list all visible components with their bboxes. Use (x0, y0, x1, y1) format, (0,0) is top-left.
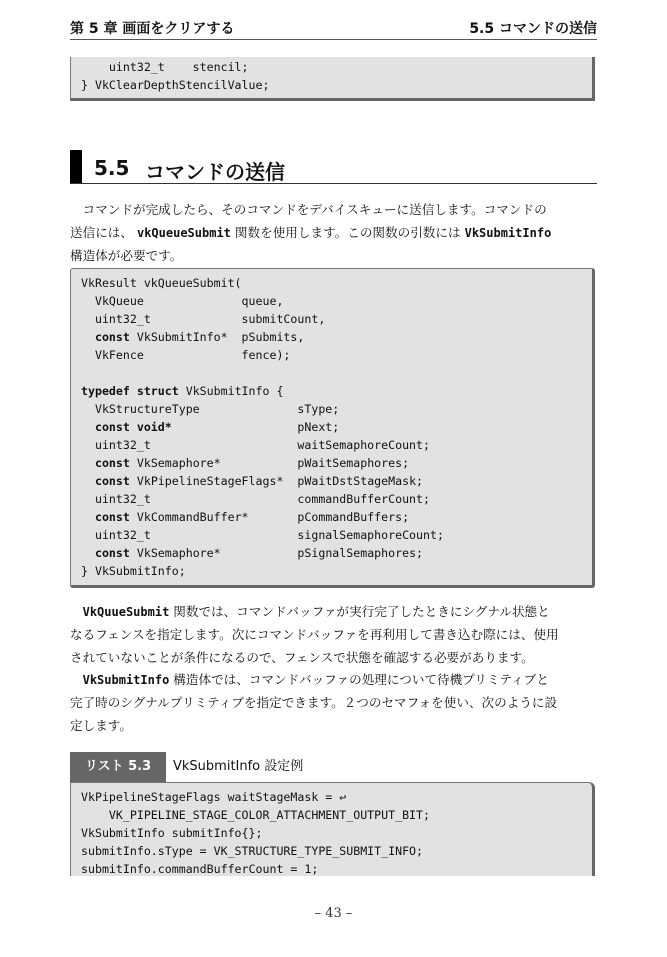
text-segment: なるフェンスを指定します。次にコマンドバッファを再利用して書き込む際には、使用 (70, 626, 559, 642)
text-segment (81, 510, 95, 524)
text-segment: VkSemaphore* pWaitSemaphores; (129, 456, 410, 470)
paragraph-intro (70, 199, 597, 267)
code-line (81, 824, 592, 842)
text-segment: VkCommandBuffer* pCommandBuffers; (129, 510, 410, 524)
code-line (81, 788, 592, 806)
text-line (70, 647, 597, 670)
text-segment: uint32_t signalSemaphoreCount; (81, 528, 444, 542)
text-segment: コマンドが完成したら、そのコマンドをデバイスキューに送信します。コマンドの (70, 202, 547, 217)
code-line (81, 310, 592, 328)
text-segment: VkSemaphore* pSignalSemaphores; (129, 546, 424, 560)
code-line (81, 806, 592, 824)
code-keyword: const (94, 474, 130, 488)
code-keyword: const (94, 546, 130, 560)
code-keyword: typedef struct (81, 384, 179, 398)
code-lines (71, 788, 592, 878)
code-line (81, 400, 592, 418)
text-segment: 関数では、コマンドバッファが実行完了したときにシグナル状態と (169, 604, 550, 619)
running-header-section: 5.5 コマンドの送信 (469, 21, 597, 37)
code-line (81, 274, 592, 292)
code-line (81, 860, 592, 878)
text-line (70, 199, 597, 222)
code-keyword: const (94, 510, 130, 524)
code-lines (71, 274, 592, 580)
text-segment: VkResult vkQueueSubmit( (81, 276, 242, 290)
text-line (70, 692, 597, 715)
text-line (70, 245, 597, 268)
text-segment: VkPipelineStageFlags waitStageMask = ↩ (81, 790, 347, 804)
section-title: コマンドの送信 (145, 160, 285, 184)
header-rule (70, 39, 597, 40)
text-segment: VkSubmitInfo submitInfo{}; (81, 826, 263, 840)
code-line (81, 508, 592, 526)
text-segment: pNext; (171, 420, 340, 434)
text-segment (70, 672, 83, 687)
code-line (81, 76, 592, 94)
text-segment: uint32_t waitSemaphoreCount; (81, 438, 431, 452)
text-segment: VK_PIPELINE_STAGE_COLOR_ATTACHMENT_OUTPUT_BIT; (81, 808, 431, 822)
text-segment: } VkClearDepthStencilValue; (81, 78, 270, 92)
code-line (81, 382, 592, 400)
listing-label: リスト 5.3 (70, 752, 166, 782)
text-segment (81, 456, 95, 470)
text-segment: VkSubmitInfo { (178, 384, 284, 398)
text-segment: VkFence fence); (81, 348, 291, 362)
text-segment: VkPipelineStageFlags* pWaitDstStageMask; (129, 474, 424, 488)
section-heading (70, 150, 597, 184)
text-segment: 完了時のシグナルプリミティブを指定できます。２つのセマフォを使い、次のように設 (70, 695, 558, 711)
code-keyword: const (94, 456, 130, 470)
code-line (81, 526, 592, 544)
text-line (70, 222, 597, 245)
text-segment (81, 420, 95, 434)
text-segment: されていないことが条件になるので、フェンスで状態を確認する必要があります。 (70, 649, 534, 665)
text-segment: } VkSubmitInfo; (81, 564, 186, 578)
text-line (70, 669, 597, 692)
code-lines (71, 58, 592, 94)
code-line (81, 436, 592, 454)
paragraph-explanation (70, 601, 597, 738)
text-segment (70, 604, 83, 619)
code-line (81, 364, 592, 382)
code-line (81, 544, 592, 562)
code-block-continued (70, 57, 595, 101)
text-segment: 送信には、 (70, 224, 137, 240)
listing-title: VkSubmitInfo 設定例 (173, 759, 304, 774)
text-segment: VkQueue queue, (81, 294, 284, 308)
text-segment: 関数を使用します。この関数の引数には (230, 224, 465, 240)
code-line (81, 490, 592, 508)
text-segment (81, 330, 95, 344)
text-segment: 構造体が必要です。 (70, 247, 183, 263)
heading-bar (70, 150, 82, 183)
text-line (70, 601, 597, 624)
text-segment: uint32_t stencil; (81, 60, 249, 74)
code-keyword: const void* (94, 420, 172, 434)
code-line (81, 346, 592, 364)
text-segment (81, 546, 95, 560)
text-segment: submitInfo.sType = VK_STRUCTURE_TYPE_SUBMIT_INFO; (81, 844, 424, 858)
code-line (81, 842, 592, 860)
inline-code: vkQueueSubmit (136, 225, 231, 240)
page-number: – 43 – (314, 906, 353, 921)
inline-code: VkQuueSubmit (82, 605, 170, 619)
text-line (70, 715, 597, 738)
code-line (81, 328, 592, 346)
running-header-chapter: 第 5 章 画面をクリアする (70, 21, 235, 37)
code-block-listing (70, 782, 595, 876)
code-block-vkqueuesubmit (70, 268, 595, 588)
text-segment: VkStructureType sType; (81, 402, 340, 416)
inline-code: VkSubmitInfo (464, 225, 552, 240)
text-segment: 定します。 (70, 717, 132, 733)
code-line (81, 472, 592, 490)
code-line (81, 58, 592, 76)
code-line (81, 562, 592, 580)
section-number: 5.5 (94, 156, 130, 180)
text-segment: uint32_t commandBufferCount; (81, 492, 431, 506)
text-segment: VkSubmitInfo* pSubmits, (129, 330, 305, 344)
code-keyword: const (94, 330, 130, 344)
text-line (70, 624, 597, 647)
text-segment: uint32_t submitCount, (81, 312, 326, 326)
inline-code: VkSubmitInfo (82, 673, 170, 688)
code-line (81, 418, 592, 436)
code-line (81, 292, 592, 310)
code-line (81, 454, 592, 472)
text-segment: submitInfo.commandBufferCount = 1; (81, 862, 319, 876)
text-segment (81, 474, 95, 488)
text-segment: 構造体では、コマンドバッファの処理について待機プリミティブと (169, 672, 549, 688)
